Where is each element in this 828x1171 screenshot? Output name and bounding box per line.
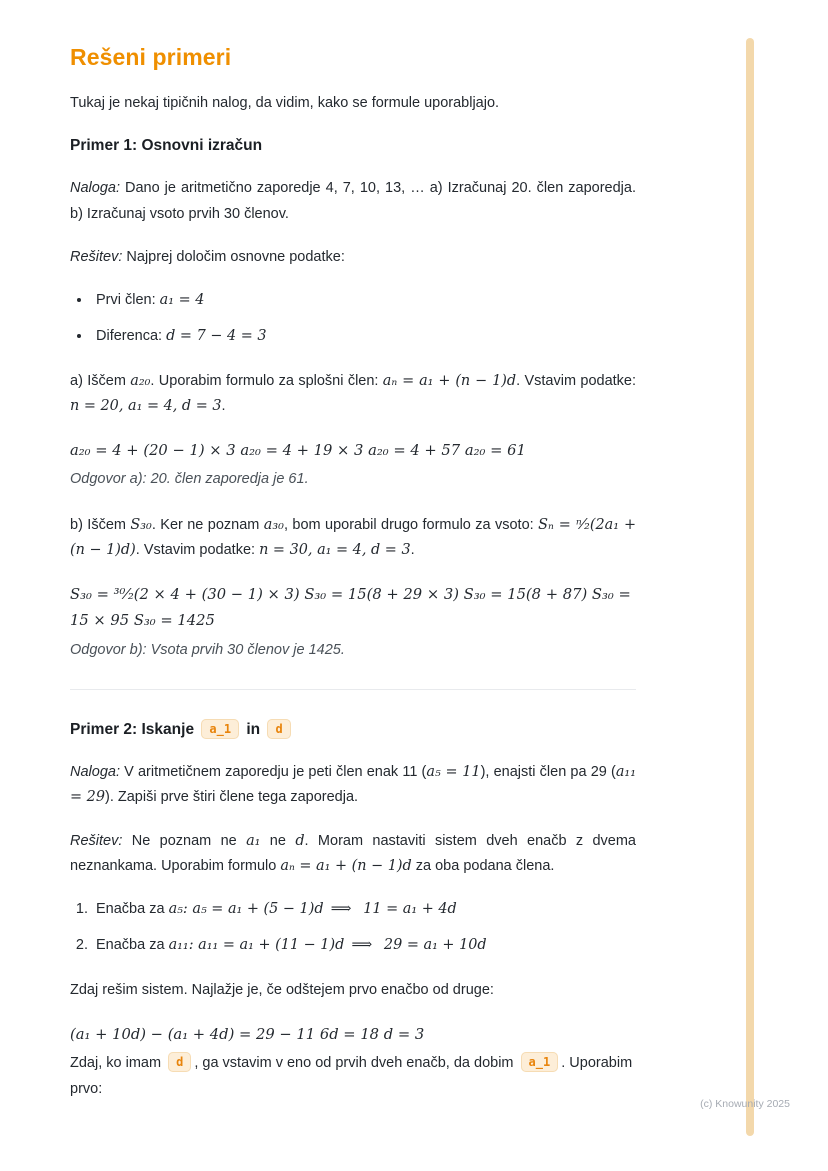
text-segment: , bom uporabil drugo formulo za vsoto: (283, 516, 539, 533)
page-edge-decoration (746, 38, 754, 1136)
math-text: a₁ (246, 832, 261, 849)
text-segment: ne (260, 832, 296, 849)
page-title: Rešeni primeri (70, 44, 232, 70)
math-text: aₙ = a₁ + (n − 1)d (382, 373, 517, 390)
text-segment: Rešitev: (70, 248, 123, 265)
text-segment: Prvi člen: (96, 292, 160, 309)
document-content (70, 44, 636, 1120)
example1-task-paragraph (70, 176, 636, 227)
example2-final-paragraph (70, 1051, 636, 1102)
math-text: n = 30, a₁ = 4, d = 3 (259, 542, 411, 559)
math-text: S₃₀ = ³⁰⁄₂(2 × 4 + (30 − 1) × 3) S₃₀ = 15(8 + 29 × 3) S₃₀ = 15(8 + 87) S₃₀ = 15 × 95 S₃₀ = 1425 (70, 585, 631, 630)
text-segment: . (410, 542, 415, 559)
math-text: a₁₁: a₁₁ = a₁ + (11 − 1)d ⟹ 29 = a₁ + 10d (168, 936, 487, 953)
text-segment: in (242, 721, 265, 739)
inline-code-badge: d (168, 1052, 191, 1072)
text-segment: . Uporabim prvo: (70, 1055, 633, 1097)
section-divider (70, 689, 636, 690)
text-segment: Zdaj rešim sistem. Najlažje je, če odštejem prvo enačbo od druge: (70, 982, 494, 999)
example2-solution-intro (70, 829, 636, 880)
watermark: (c) Knowunity 2025 (700, 1098, 790, 1110)
inline-code-badge: a_1 (521, 1052, 559, 1072)
example2-system-paragraph (70, 978, 636, 1003)
text-segment: . Vstavim podatke: (135, 542, 260, 559)
text-segment: Zdaj, ko imam (70, 1055, 166, 1072)
math-text: n = 20, a₁ = 4, d = 3 (70, 398, 222, 415)
text-segment: Primer 2: Iskanje (70, 721, 199, 739)
text-segment: . Vstavim podatke: (516, 373, 637, 390)
text-segment: Rešitev: (70, 832, 123, 849)
math-text: a₁₁ = 29 (70, 763, 636, 806)
text-segment: Dano je aritmetično zaporedje 4, 7, 10, 13, … a) Izračunaj 20. člen zaporedja. b) Izračunaj vsoto prvih 30 členov. (70, 180, 636, 222)
list-item (92, 897, 636, 922)
inline-code-badge: d (267, 719, 290, 739)
text-segment: Enačba za (96, 901, 169, 918)
example1-part-b-paragraph (70, 513, 636, 564)
text-segment: Odgovor b): Vsota prvih 30 členov je 1425. (70, 641, 345, 658)
example1-answer-b (70, 638, 636, 663)
example1-math-block-a (70, 438, 636, 465)
example2-task-paragraph (70, 760, 636, 811)
text-segment: . Moram nastaviti sistem dveh enačb z dvema neznankama. Uporabim formulo (70, 832, 637, 875)
text-segment: , ga vstavim v eno od prvih dveh enačb, da dobim (194, 1055, 518, 1072)
math-text: a₅: a₅ = a₁ + (5 − 1)d ⟹ 11 = a₁ + 4d (168, 901, 457, 918)
example2-math-block (70, 1022, 636, 1049)
example2-equations-list (72, 897, 636, 958)
math-text: a₂₀ = 4 + (20 − 1) × 3 a₂₀ = 4 + 19 × 3 a₂₀ = 4 + 57 a₂₀ = 61 (70, 441, 526, 459)
list-item (92, 288, 636, 313)
example1-heading: Primer 1: Osnovni izračun (70, 137, 263, 155)
text-segment: V aritmetičnem zaporedju je peti člen enak 11 ( (119, 763, 427, 780)
text-segment: Naloga: (70, 180, 120, 197)
text-segment: Naloga: (70, 763, 120, 780)
text-segment: ). Zapiši prve štiri člene tega zaporedja. (104, 789, 359, 806)
inline-code-badge: a_1 (201, 719, 239, 739)
example1-known-values-list (72, 288, 636, 349)
math-text: d = 7 − 4 = 3 (166, 327, 267, 344)
math-text: d (295, 832, 305, 849)
math-text: S₃₀ (130, 516, 152, 533)
math-text: aₙ = a₁ + (n − 1)d (280, 858, 412, 875)
list-item (92, 324, 636, 349)
example1-part-a-paragraph (70, 369, 636, 420)
math-text: a₃₀ (263, 516, 284, 533)
text-segment: Ne poznam ne (122, 832, 247, 849)
text-segment: . (221, 398, 226, 415)
math-text: Sₙ = ⁿ⁄₂(2a₁ + (n − 1)d) (70, 516, 637, 559)
text-segment: . Ker ne poznam (151, 516, 264, 533)
text-segment: a) Iščem (70, 373, 131, 390)
text-segment: b) Iščem (70, 516, 131, 533)
text-segment: Enačba za (96, 936, 169, 953)
example2-heading (70, 718, 636, 743)
example1-math-block-b (70, 582, 636, 635)
text-segment: Odgovor a): 20. člen zaporedja je 61. (70, 471, 309, 488)
example1-answer-a (70, 467, 636, 492)
text-segment: . Uporabim formulo za splošni člen: (150, 373, 383, 390)
math-text: a₁ = 4 (159, 292, 205, 309)
math-text: a₅ = 11 (426, 763, 481, 780)
math-text: a₂₀ (130, 373, 151, 390)
text-segment: za oba podana člena. (411, 858, 555, 875)
math-text: (a₁ + 10d) − (a₁ + 4d) = 29 − 11 6d = 18 d = 3 (70, 1025, 425, 1043)
text-segment: ), enajsti člen pa 29 ( (480, 763, 616, 780)
list-item (92, 933, 636, 958)
intro-paragraph (70, 91, 636, 116)
text-segment: Diferenca: (96, 327, 167, 344)
text-segment: Najprej določim osnovne podatke: (122, 248, 345, 265)
text-segment: Tukaj je nekaj tipičnih nalog, da vidim, kako se formule uporabljajo. (70, 95, 500, 111)
example1-solution-intro (70, 245, 636, 270)
